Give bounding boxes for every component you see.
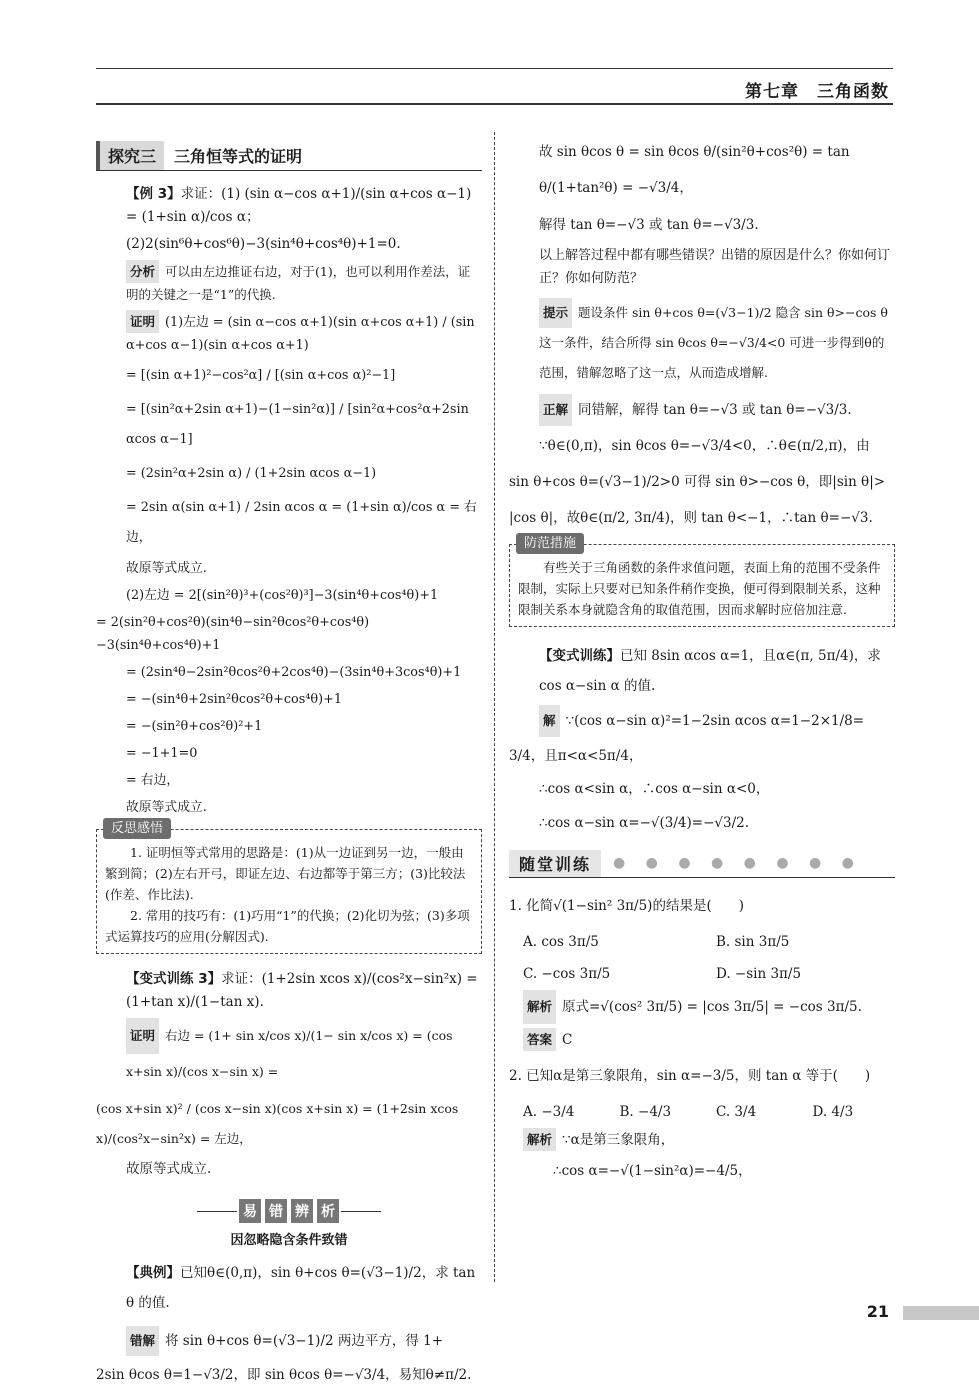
reflection-text-1: 1. 证明恒等式常用的思路是：(1)从一边证到另一边，一般由繁到简；(2)左右开弓，即证左边、右边都等于第三方；(3)比较法(作差、作比法).: [105, 845, 466, 902]
error-analysis-subtitle: 因忽略隐含条件致错: [230, 1233, 348, 1248]
analysis: 分析 可以由左边推证右边，对于(1)，也可以利用作差法，证明的关键之一是“1”的代换.: [96, 260, 482, 306]
proof-line: = 2(sin²θ+cos²θ)(sin⁴θ−sin²θcos²θ+cos⁴θ)−3(sin⁴θ+cos⁴θ)+1: [96, 615, 370, 653]
page-number: 21: [866, 1302, 889, 1321]
right-column: [509, 134, 895, 1190]
correct-solution-2: ∵θ∈(0,π)，sin θcos θ=−√3/4<0，∴θ∈(π/2,π)，由: [539, 438, 870, 454]
variant-solution-2: 3/4，且π<α<5π/4，: [509, 748, 643, 764]
proof-line: 故原等式成立.: [126, 800, 207, 815]
chapter-title: 第七章 三角函数: [745, 82, 889, 102]
question-2-choices: [509, 1096, 895, 1128]
variant-solution-1: 解 ∵(cos α−sin α)²=1−2sin αcos α=1−2×1/8=: [509, 705, 895, 737]
question-1-answer: 答案 C: [509, 1028, 895, 1052]
proof-line: = (2sin⁴θ−2sin²θcos²θ+2cos⁴θ)−(3sin⁴θ+3cos⁴θ)+1: [126, 665, 462, 680]
variant-solution-3: ∴cos α<sin α，∴cos α−sin α<0，: [539, 781, 770, 797]
header-top-rule: [96, 68, 893, 69]
variant-3-question: 【变式训练 3】求证：(1+2sin xcos x)/(cos²x−sin²x) = (1+tan x)/(1−tan x).: [126, 971, 478, 1010]
prevention-tag: 防范措施: [516, 533, 584, 554]
choice-a[interactable]: A. cos 3π/5: [523, 934, 599, 950]
question-1-choices: [509, 926, 895, 990]
wrong-solution: 错解 将 sin θ+cos θ=(√3−1)/2 两边平方，得 1+: [96, 1326, 482, 1356]
variant-3-conclusion: 故原等式成立.: [126, 1161, 212, 1177]
question-1: 1. 化简√(1−sin² 3π/5)的结果是( ): [509, 898, 744, 914]
page-number-bar: [903, 1306, 979, 1320]
header-bottom-rule: [96, 103, 893, 105]
proof-line: 故原等式成立.: [126, 561, 207, 576]
decorative-dots: ● ● ● ● ● ● ● ●: [613, 855, 862, 871]
example-3-question: 【例 3】求证：(1) (sin α−cos α+1)/(sin α+cos α−1) = (1+sin α)/cos α；: [126, 186, 472, 225]
proof-block: [96, 310, 482, 819]
choice-d[interactable]: D. 4/3: [812, 1104, 854, 1120]
practice-title: 随堂训练: [509, 850, 601, 877]
variant-3-proof: 证明 右边 = (1+ sin x/cos x)/(1− sin x/cos x) = (cos x+sin x)/(cos x−sin x) =: [96, 1018, 482, 1090]
proof-line: = [(sin²α+2sin α+1)−(1−sin²α)] / [sin²α+cos²α+2sin αcos α−1]: [126, 402, 469, 447]
choice-c[interactable]: C. 3/4: [716, 1104, 757, 1120]
question-2-analysis: 解析 ∵α是第三象限角，: [509, 1128, 895, 1152]
wrong-solution-2: 2sin θcos θ=1−√3/2，即 sin θcos θ=−√3/4，易知θ≠π/2.: [96, 1367, 472, 1383]
prevention-box: [509, 536, 895, 627]
proof-line: = 右边，: [126, 773, 180, 788]
variant-solution-4: ∴cos α−sin α=−√(3/4)=−√3/2.: [539, 815, 750, 831]
correct-solution-3: sin θ+cos θ=(√3−1)/2>0 可得 sin θ>−cos θ，即|sin θ|>: [509, 474, 886, 490]
reflection-tag: 反思感悟: [103, 818, 171, 839]
wrong-solution-cont-1: 故 sin θcos θ = sin θcos θ/(sin²θ+cos²θ) = tan θ/(1+tan²θ) = −√3/4，: [539, 144, 850, 196]
error-analysis-header: 易 错 辨 析: [96, 1199, 482, 1223]
example-3-question-2: (2)2(sin⁶θ+cos⁶θ)−3(sin⁴θ+cos⁴θ)+1=0.: [126, 236, 401, 252]
proof-line: = 2sin α(sin α+1) / 2sin αcos α = (1+sin α)/cos α = 右边，: [126, 500, 477, 545]
variant-3-proof-2: (cos x+sin x)² / (cos x−sin x)(cos x+sin x) = (1+2sin xcos x)/(cos²x−sin²x) = 左边，: [96, 1101, 459, 1146]
reflection-question: 以上解答过程中都有哪些错误？出错的原因是什么？你如何订正？你如何防范？: [539, 248, 891, 286]
variant-question: 【变式训练】已知 8sin αcos α=1，且α∈(π, 5π/4)，求 cos α−sin α 的值.: [539, 648, 881, 694]
proof-line: = −(sin²θ+cos²θ)²+1: [126, 719, 263, 734]
proof-line: = (2sin²α+2sin α) / (1+2sin αcos α−1): [126, 466, 377, 481]
left-column: [96, 140, 482, 1394]
question-2: 2. 已知α是第三象限角，sin α=−3/5，则 tan α 等于( ): [509, 1068, 871, 1084]
proof-line: (2)左边 = 2[(sin²θ)³+(cos²θ)³]−3(sin⁴θ+cos⁴θ)+1: [126, 588, 439, 603]
proof-line: = −(sin⁴θ+2sin²θcos²θ+cos⁴θ)+1: [126, 692, 342, 707]
hint: 提示 题设条件 sin θ+cos θ=(√3−1)/2 隐含 sin θ>−cos θ 这一条件，结合所得 sin θcos θ=−√3/4<0 可进一步得到θ的范围，错解忽略了这一点，从而造成增解.: [509, 298, 895, 388]
correct-solution-4: |cos θ|，故θ∈(π/2, 3π/4)，则 tan θ<−1，∴tan θ=−√3.: [509, 510, 873, 526]
proof-line: 证明 (1)左边 = (sin α−cos α+1)(sin α+cos α+1) / (sin α+cos α−1)(sin α+cos α+1): [96, 310, 482, 357]
section-header: [96, 140, 482, 171]
reflection-text-2: 2. 常用的技巧有：(1)巧用“1”的代换；(2)化切为弦；(3)多项式运算技巧的应用(分解因式).: [105, 908, 470, 944]
column-divider: [494, 132, 495, 1282]
correct-solution: 正解 同错解，解得 tan θ=−√3 或 tan θ=−√3/3.: [509, 394, 895, 426]
proof-line: = [(sin α+1)²−cos²α] / [(sin α+cos α)²−1]: [126, 368, 396, 383]
choice-c[interactable]: C. −cos 3π/5: [523, 966, 611, 982]
typical-example: 【典例】已知θ∈(0,π)，sin θ+cos θ=(√3−1)/2，求 tan θ 的值.: [126, 1265, 476, 1311]
choice-b[interactable]: B. sin 3π/5: [716, 934, 790, 950]
wrong-solution-cont-2: 解得 tan θ=−√3 或 tan θ=−√3/3.: [539, 217, 759, 233]
choice-b[interactable]: B. −4/3: [619, 1104, 672, 1120]
proof-line: = −1+1=0: [126, 746, 198, 761]
prevention-text: 有些关于三角函数的条件求值问题，表面上角的范围不受条件限制，实际上只要对已知条件稍作变换，便可得到限制关系，这种限制关系本身就隐含角的取值范围，因而求解时应倍加注意.: [518, 560, 881, 617]
reflection-box: [96, 821, 482, 954]
practice-header: [509, 849, 895, 878]
choice-a[interactable]: A. −3/4: [523, 1104, 575, 1120]
question-2-analysis-2: ∴cos α=−√(1−sin²α)=−4/5，: [553, 1163, 752, 1179]
section-tag: 探究三: [96, 141, 164, 170]
question-1-analysis: 解析 原式=√(cos² 3π/5) = |cos 3π/5| = −cos 3π/5.: [509, 990, 895, 1024]
section-title: 三角恒等式的证明: [174, 146, 303, 166]
choice-d[interactable]: D. −sin 3π/5: [716, 966, 802, 982]
